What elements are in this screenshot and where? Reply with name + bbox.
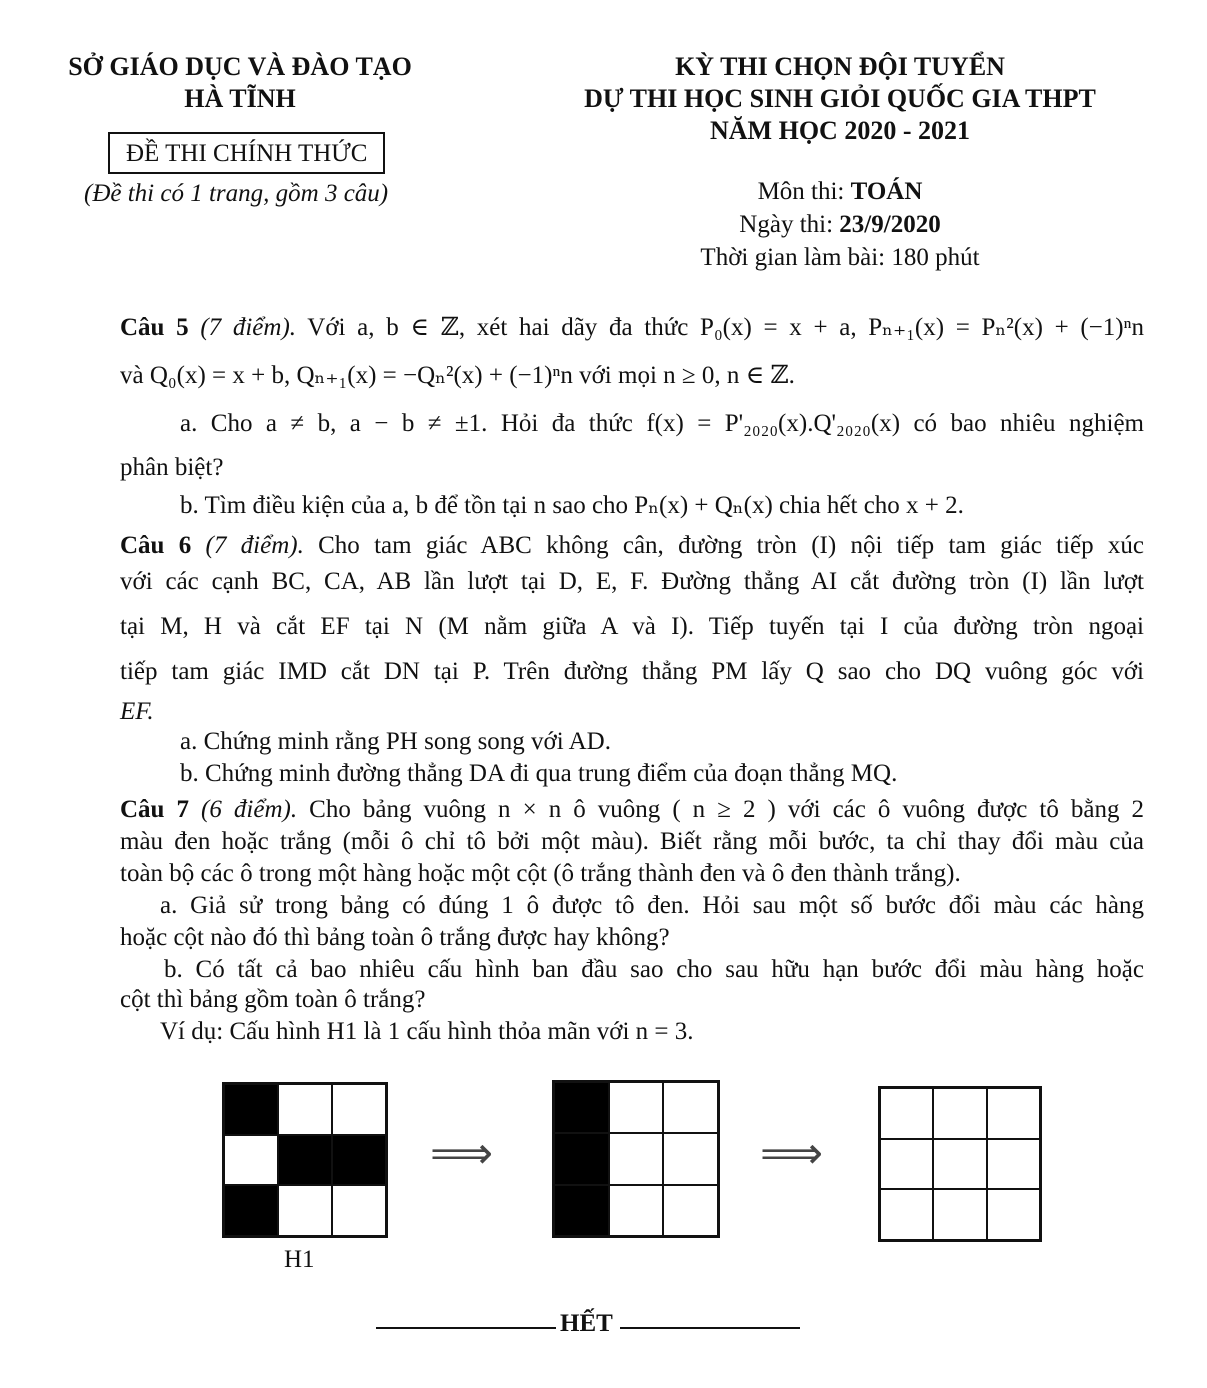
q7-line2: màu đen hoặc trắng (mỗi ô chỉ tô bởi một màu). Biết rằng mỗi bước, ta chỉ thay đổi màu của [120, 828, 1144, 855]
q7-line3: toàn bộ các ô trong một hàng hoặc một cột (ô trắng thành đen và ô đen thành trắng). [120, 860, 961, 887]
black-cell [224, 1185, 278, 1236]
white-cell [987, 1189, 1040, 1240]
white-cell [663, 1185, 718, 1236]
exam-title-1: KỲ THI CHỌN ĐỘI TUYỂN [675, 52, 1005, 81]
black-cell [224, 1084, 278, 1135]
white-cell [933, 1139, 986, 1190]
q6-line2: với các cạnh BC, CA, AB lần lượt tại D, E, F. Đường thẳng AI cắt đường tròn (I) lần lượt [120, 568, 1144, 595]
province-name: HÀ TĨNH [184, 84, 296, 113]
q5-line1 [120, 312, 1144, 344]
subject-value: TOÁN [850, 178, 923, 205]
h1-label: H1 [284, 1246, 315, 1273]
white-cell [224, 1135, 278, 1186]
grid-h1 [222, 1082, 388, 1238]
date-value: 23/9/2020 [839, 211, 941, 238]
end-marker: HẾT [560, 1310, 613, 1337]
white-cell [880, 1139, 933, 1190]
q5-part-a-line1: a. Cho a ≠ b, a − b ≠ ±1. Hỏi đa thức f(x) = P'₂₀₂₀(x).Q'₂₀₂₀(x) có bao nhiêu nghiệm [180, 410, 1144, 437]
q6-part-b: b. Chứng minh đường thẳng DA đi qua trung điểm của đoạn thẳng MQ. [180, 760, 898, 787]
q5-line2: và Q₀(x) = x + b, Qₙ₊₁(x) = −Qₙ²(x) + (−1)ⁿn với mọi n ≥ 0, n ∈ ℤ. [120, 362, 795, 389]
white-cell [663, 1133, 718, 1184]
q7-part-a-line1: a. Giả sử trong bảng có đúng 1 ô được tô đen. Hỏi sau một số bước đổi màu các hàng [160, 892, 1144, 919]
white-cell [609, 1133, 664, 1184]
q6-line5: EF. [120, 698, 154, 725]
q6-part-a: a. Chứng minh rằng PH song song với AD. [180, 728, 611, 755]
dept-name: SỞ GIÁO DỤC VÀ ĐÀO TẠO [68, 52, 412, 81]
school-year: NĂM HỌC 2020 - 2021 [710, 116, 970, 145]
q7-points: (6 điểm). [201, 796, 298, 823]
q7-part-b-line2: cột thì bảng gồm toàn ô trắng? [120, 986, 426, 1013]
white-cell [987, 1088, 1040, 1139]
date-label: Ngày thi: [739, 211, 840, 238]
pages-note: (Đề thi có 1 trang, gồm 3 câu) [84, 180, 389, 207]
grid-all-white [878, 1086, 1042, 1242]
q6-points: (7 điểm). [205, 532, 304, 559]
duration-line: Thời gian làm bài: 180 phút [700, 244, 980, 271]
black-cell [554, 1133, 609, 1184]
black-cell [554, 1185, 609, 1236]
q5-part-b: b. Tìm điều kiện của a, b để tồn tại n sao cho Pₙ(x) + Qₙ(x) chia hết cho x + 2. [180, 492, 964, 519]
q7-example: Ví dụ: Cấu hình H1 là 1 cấu hình thỏa mãn với n = 3. [160, 1018, 694, 1045]
q7-title: Câu 7 [120, 796, 189, 823]
q6-line1 [120, 530, 1144, 562]
q6-text1: Cho tam giác ABC không cân, đường tròn (I) nội tiếp tam giác tiếp xúc [318, 532, 1145, 559]
exam-title-2: DỰ THI HỌC SINH GIỎI QUỐC GIA THPT [584, 84, 1096, 113]
white-cell [609, 1185, 664, 1236]
q7-line1 [120, 794, 1144, 826]
q5-points: (7 điểm). [200, 314, 297, 341]
white-cell [278, 1084, 332, 1135]
q7-part-b-line1: b. Có tất cả bao nhiêu cấu hình ban đầu sao cho sau hữu hạn bước đổi màu hàng hoặc [164, 956, 1144, 983]
q7-text1: Cho bảng vuông n × n ô vuông ( n ≥ 2 ) với các ô vuông được tô bằng 2 [309, 796, 1145, 823]
q6-title: Câu 6 [120, 532, 192, 559]
arrow-right-icon: ⟹ [430, 1128, 494, 1179]
white-cell [278, 1185, 332, 1236]
white-cell [332, 1185, 386, 1236]
black-cell [554, 1082, 609, 1133]
date-line [520, 211, 1160, 239]
white-cell [663, 1082, 718, 1133]
q5-part-a-line2: phân biệt? [120, 454, 224, 481]
q6-line4: tiếp tam giác IMD cắt DN tại P. Trên đường thẳng PM lấy Q sao cho DQ vuông góc với [120, 658, 1144, 685]
subject-label: Môn thi: [757, 178, 851, 205]
white-cell [987, 1139, 1040, 1190]
subject-line [520, 178, 1160, 206]
white-cell [933, 1088, 986, 1139]
white-cell [609, 1082, 664, 1133]
black-cell [332, 1135, 386, 1186]
footer-rule-right [620, 1327, 800, 1329]
q6-line3: tại M, H và cắt EF tại N (M nằm giữa A và I). Tiếp tuyến tại I của đường tròn ngoại [120, 613, 1144, 640]
arrow-right-icon: ⟹ [760, 1128, 824, 1179]
footer-rule-left [376, 1327, 556, 1329]
q5-title: Câu 5 [120, 314, 189, 341]
white-cell [332, 1084, 386, 1135]
q5-text1: Với a, b ∈ ℤ, xét hai dãy đa thức P₀(x) = x + a, Pₙ₊₁(x) = Pₙ²(x) + (−1)ⁿn [307, 314, 1144, 341]
white-cell [880, 1189, 933, 1240]
grid-step2 [552, 1080, 720, 1238]
black-cell [278, 1135, 332, 1186]
white-cell [880, 1088, 933, 1139]
q7-part-a-line2: hoặc cột nào đó thì bảng toàn ô trắng được hay không? [120, 924, 670, 951]
white-cell [933, 1189, 986, 1240]
official-exam-box: ĐỀ THI CHÍNH THỨC [108, 132, 385, 174]
